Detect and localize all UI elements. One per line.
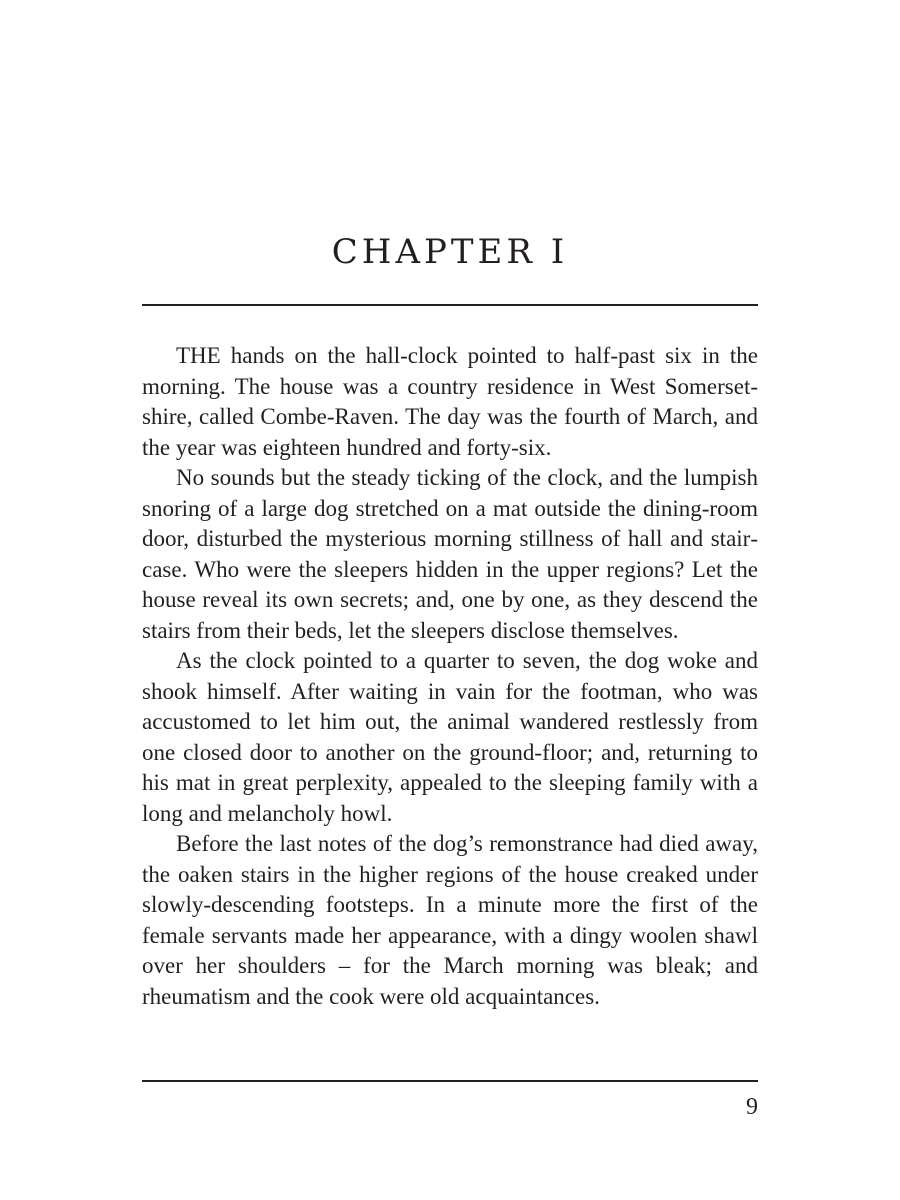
- paragraph: As the clock pointed to a quarter to seven, the dog woke and shook himself. After waiting in vain for the footman, who was accustomed to let him out, the animal wandered restlessly from one closed door to another on the ground-floor; and, returning to his mat in great perplexity, appealed to the sleeping family with a long and melancholy howl.: [142, 648, 758, 826]
- chapter-title: CHAPTER I: [331, 232, 569, 272]
- page-number: 9: [746, 1094, 758, 1120]
- paragraph: No sounds but the steady ticking of the clock, and the lumpish snoring of a large dog stretched on a mat outside the dining-room door, disturbed the mysterious morning stillness of hall and staircase. Who were the sleepers hidden in the upper regions? Let the house reveal its own secrets; and, one by one, as they descend the stairs from their beds, let the sleepers disclose themselves.: [142, 465, 758, 643]
- bottom-rule: [142, 1080, 758, 1082]
- paragraph: Before the last notes of the dog’s remonstrance had died away, the oaken stairs in the higher regions of the house creaked under slowly-descending footsteps. In a minute more the first of the female servants made her appearance, with a dingy woolen shawl over her shoulders – for the March morning was bleak; and rheumatism and the cook were old acquaintances.: [142, 831, 758, 1009]
- chapter-body: [142, 341, 758, 1012]
- paragraph: THE hands on the hall-clock pointed to half-past six in the morning. The house was a country residence in West Somersetshire, called Combe-Raven. The day was the fourth of March, and the year was eighteen hundred and forty-six.: [142, 343, 758, 460]
- top-rule: [142, 304, 758, 306]
